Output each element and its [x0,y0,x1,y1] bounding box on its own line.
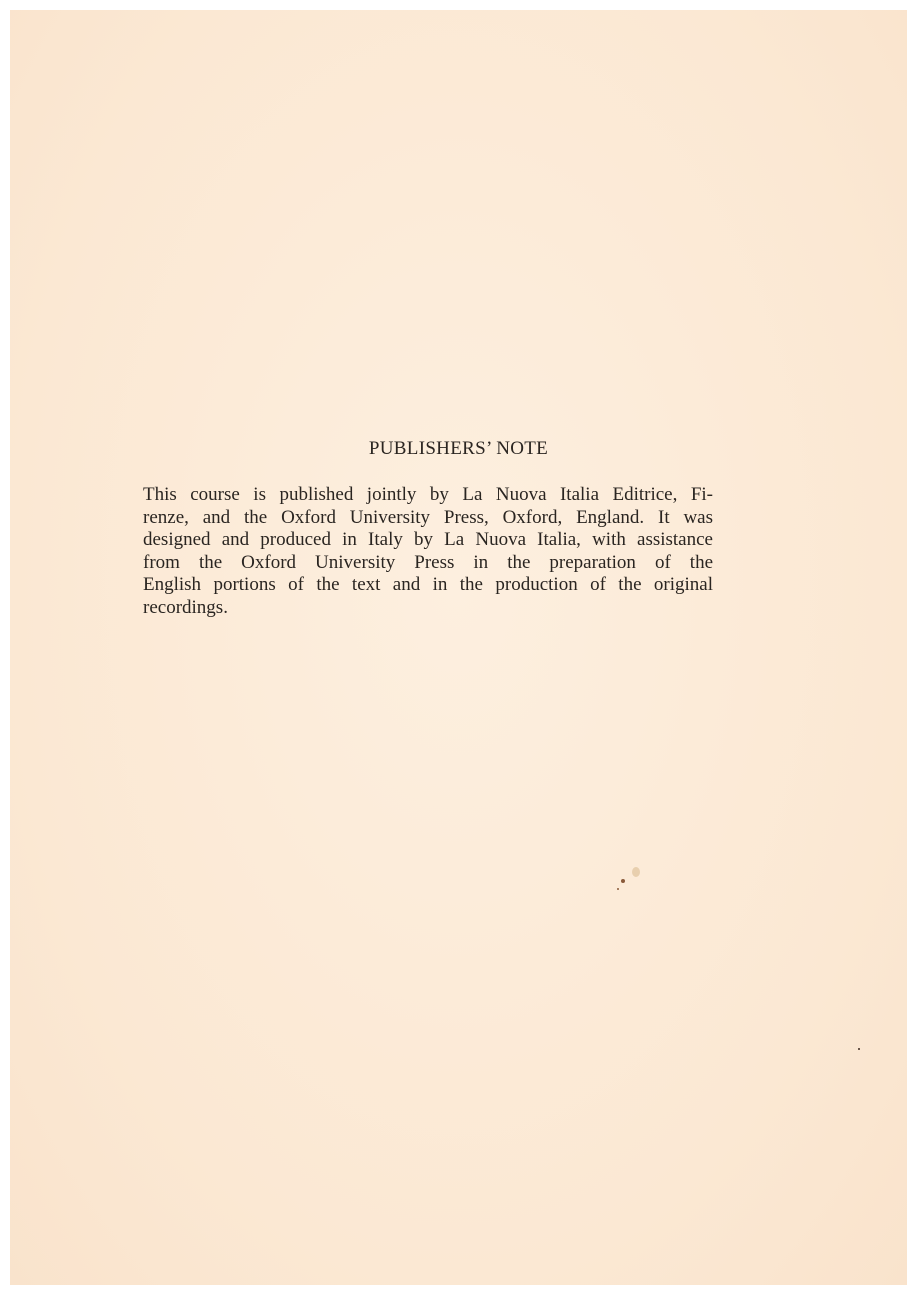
document-page [10,10,907,1285]
paragraph-line: English portions of the text and in the production of the original [143,574,713,595]
paragraph-line: renze, and the Oxford University Press, Oxford, England. It was [143,506,713,528]
paper-spot [621,879,625,883]
paper-spot [858,1048,860,1050]
publishers-note-paragraph [143,484,713,619]
paper-stain [632,867,640,877]
paragraph-line: This course is published jointly by La Nuova Italia Editrice, Fi- [143,484,713,505]
paper-spot [617,888,619,890]
paragraph-line: recordings. [143,596,228,618]
page-title: PUBLISHERS’ NOTE [368,438,549,459]
paragraph-line: designed and produced in Italy by La Nuova Italia, with assistance [143,529,713,550]
paragraph-line: from the Oxford University Press in the preparation of the [143,551,713,573]
